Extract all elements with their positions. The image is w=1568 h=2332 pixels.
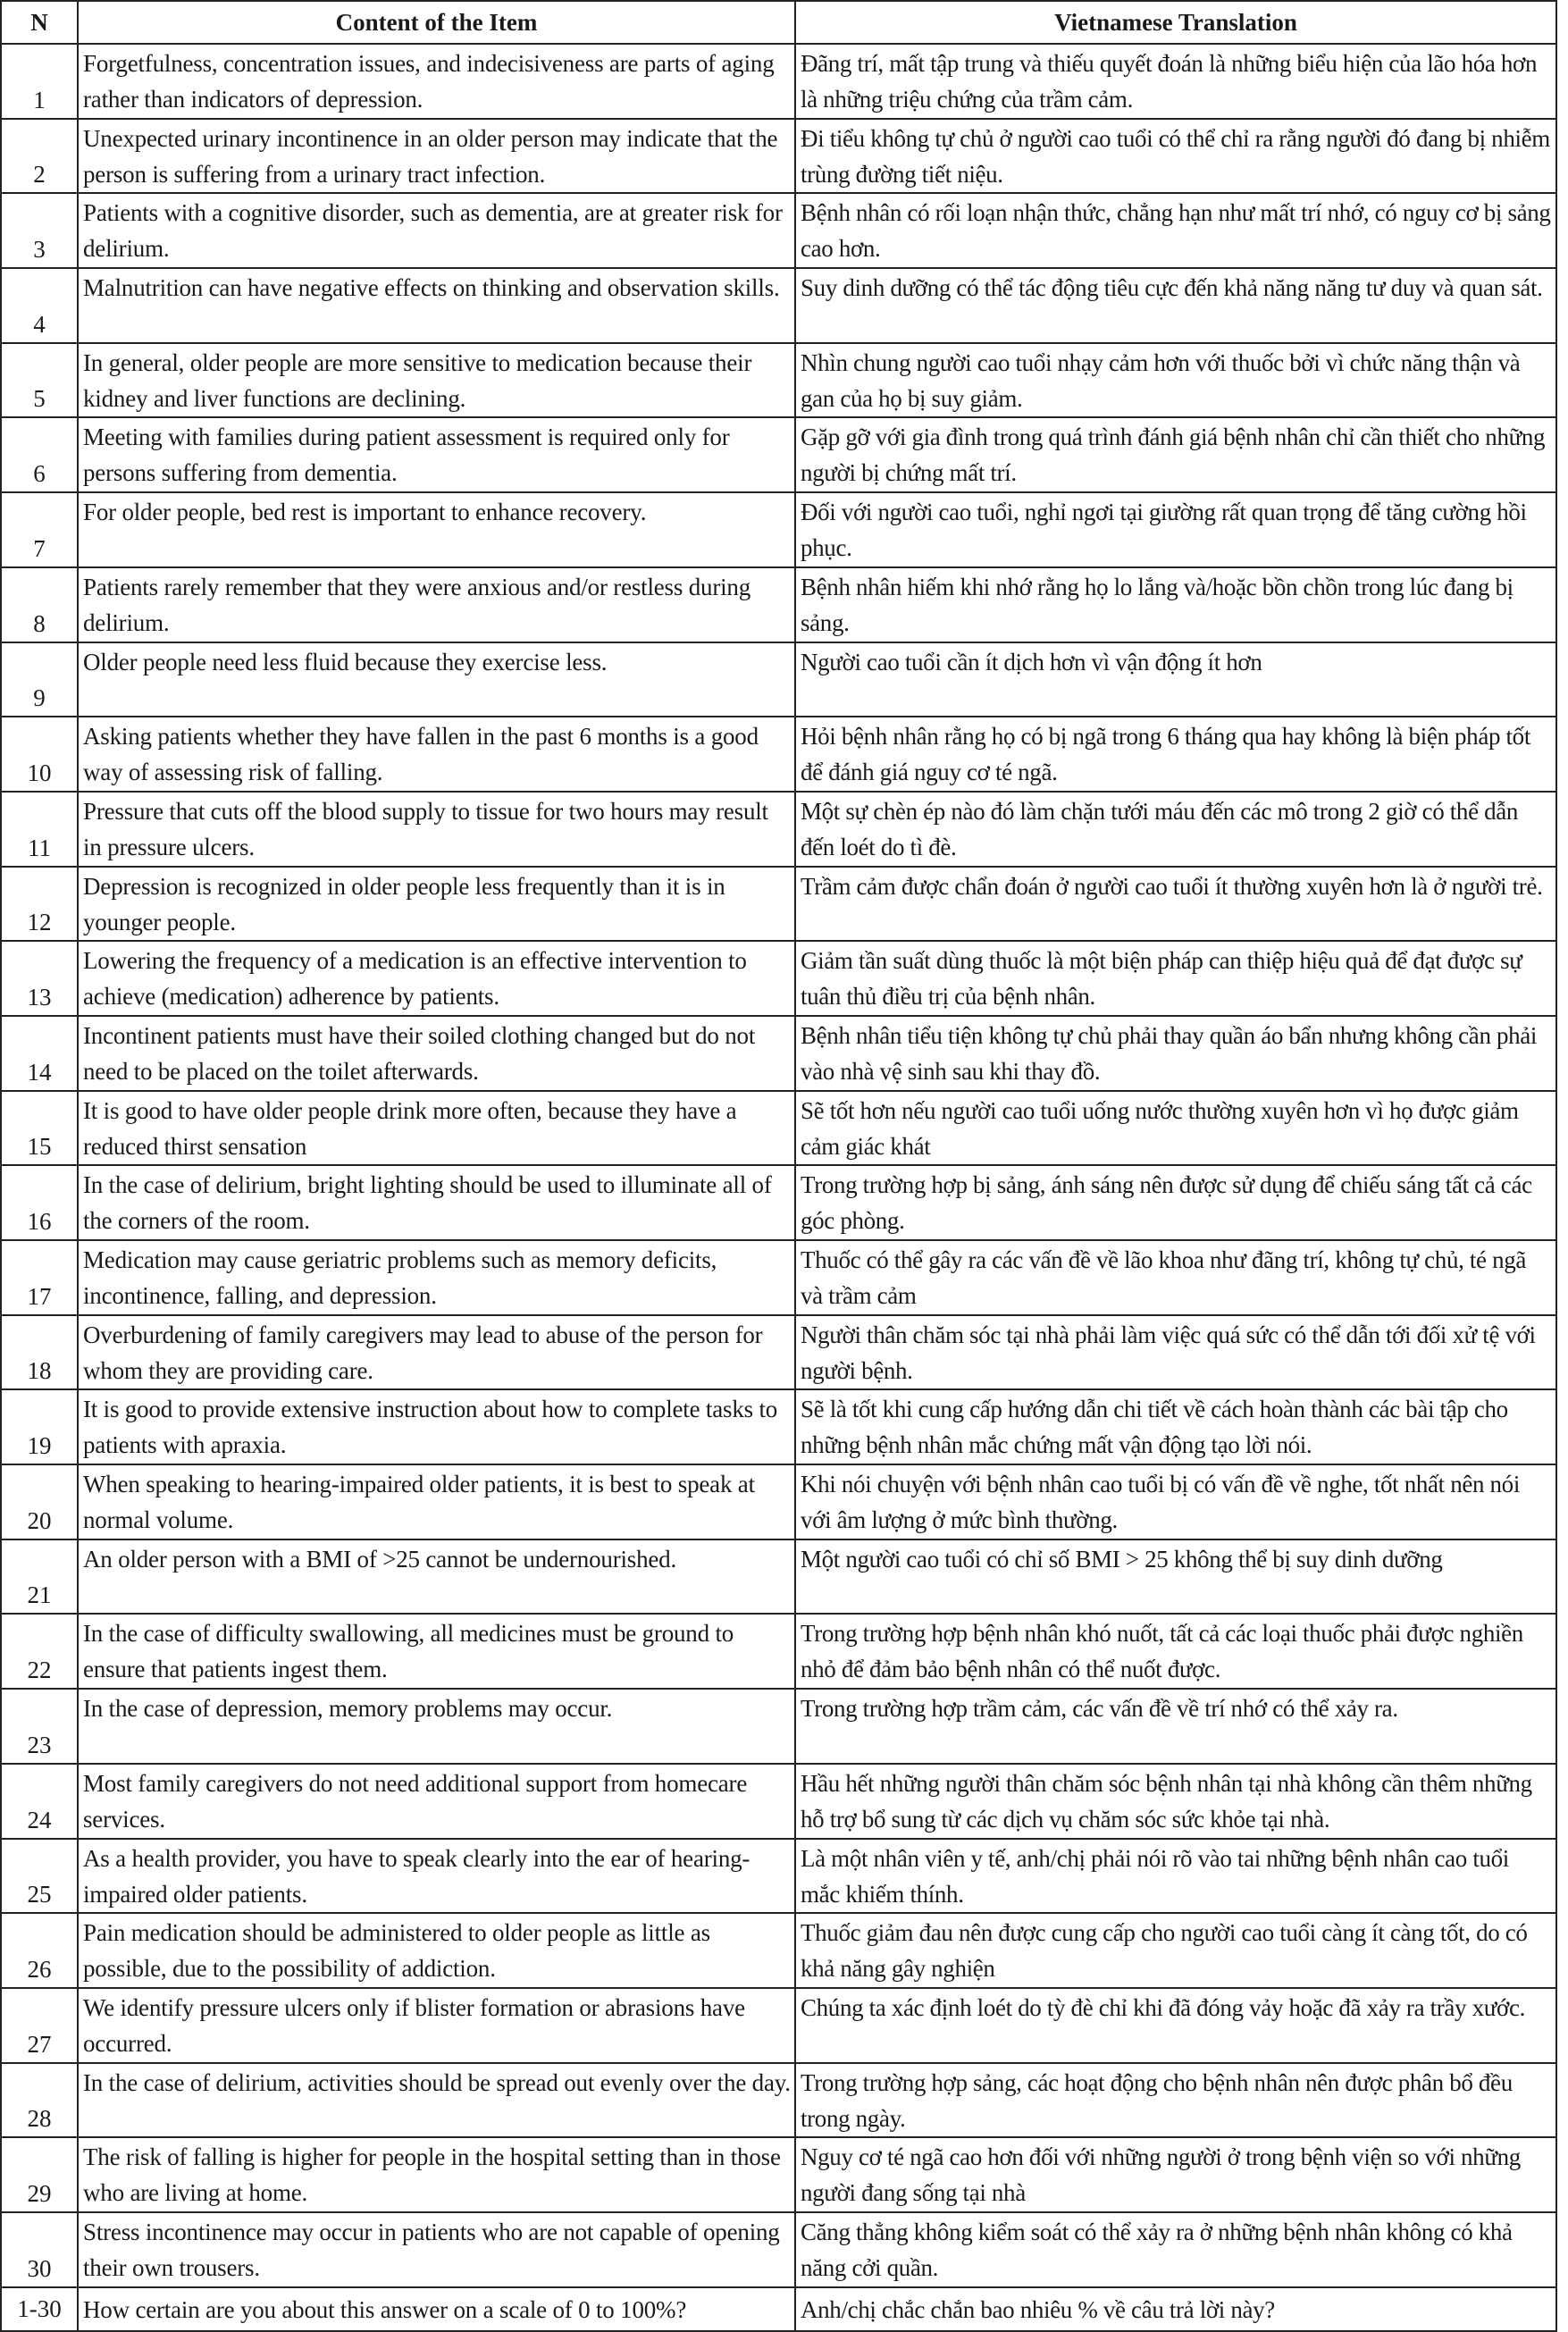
item-translation: Hầu hết những người thân chăm sóc bệnh nhân tại nhà không cần thêm những hỗ trợ bổ sung từ các dịch vụ chăm sóc sức khỏe tại nhà. — [795, 1764, 1556, 1839]
item-content: In the case of delirium, bright lighting should be used to illuminate all of the corners of the room. — [78, 1165, 795, 1240]
item-content: In the case of delirium, activities should be spread out evenly over the day. — [78, 2063, 795, 2138]
item-content: Malnutrition can have negative effects on thinking and observation skills. — [78, 268, 795, 343]
table-row — [1, 1016, 1556, 1091]
item-number: 1 — [1, 44, 78, 119]
item-translation: Một người cao tuổi có chỉ số BMI > 25 không thể bị suy dinh dưỡng — [795, 1539, 1556, 1615]
table-row — [1, 1315, 1556, 1390]
item-translation: Sẽ tốt hơn nếu người cao tuổi uống nước thường xuyên hơn vì họ được giảm cảm giác khát — [795, 1091, 1556, 1166]
item-content: As a health provider, you have to speak clearly into the ear of hearing-impaired older patients. — [78, 1839, 795, 1914]
item-number: 4 — [1, 268, 78, 343]
item-content: Older people need less fluid because they exercise less. — [78, 642, 795, 717]
table-body — [1, 44, 1556, 2331]
item-content: For older people, bed rest is important to enhance recovery. — [78, 492, 795, 567]
item-translation: Bệnh nhân có rối loạn nhận thức, chẳng hạn như mất trí nhớ, có nguy cơ bị sảng cao hơn. — [795, 193, 1556, 268]
item-number: 3 — [1, 193, 78, 268]
item-number: 17 — [1, 1240, 78, 1315]
table-row — [1, 867, 1556, 942]
table-row — [1, 792, 1556, 867]
item-number: 19 — [1, 1389, 78, 1464]
item-translation: Đối với người cao tuổi, nghỉ ngơi tại giường rất quan trọng để tăng cường hồi phục. — [795, 492, 1556, 567]
table-row — [1, 2137, 1556, 2212]
item-number: 23 — [1, 1689, 78, 1764]
table-row — [1, 2212, 1556, 2287]
item-number: 15 — [1, 1091, 78, 1166]
item-number: 14 — [1, 1016, 78, 1091]
item-number: 26 — [1, 1913, 78, 1988]
item-translation: Thuốc có thể gây ra các vấn đề về lão khoa như đãng trí, không tự chủ, té ngã và trầm cảm — [795, 1240, 1556, 1315]
item-translation: Người cao tuổi cần ít dịch hơn vì vận động ít hơn — [795, 642, 1556, 717]
item-translation: Đi tiểu không tự chủ ở người cao tuổi có thể chỉ ra rằng người đó đang bị nhiễm trùng đường tiết niệu. — [795, 119, 1556, 194]
item-content: An older person with a BMI of >25 cannot be undernourished. — [78, 1539, 795, 1615]
header-translation: Vietnamese Translation — [795, 1, 1556, 44]
item-content: Asking patients whether they have fallen in the past 6 months is a good way of assessing risk of falling. — [78, 717, 795, 792]
item-translation: Người thân chăm sóc tại nhà phải làm việc quá sức có thể dẫn tới đối xử tệ với người bệnh. — [795, 1315, 1556, 1390]
item-translation: Đãng trí, mất tập trung và thiếu quyết đoán là những biểu hiện của lão hóa hơn là những triệu chứng của trầm cảm. — [795, 44, 1556, 119]
table-row — [1, 343, 1556, 418]
table-row — [1, 1389, 1556, 1464]
item-content: How certain are you about this answer on a scale of 0 to 100%? — [78, 2287, 795, 2331]
item-translation: Nhìn chung người cao tuổi nhạy cảm hơn với thuốc bởi vì chức năng thận và gan của họ bị suy giảm. — [795, 343, 1556, 418]
item-number: 27 — [1, 1988, 78, 2063]
item-number: 7 — [1, 492, 78, 567]
item-number: 29 — [1, 2137, 78, 2212]
item-number: 9 — [1, 642, 78, 717]
table-row — [1, 642, 1556, 717]
item-content: Unexpected urinary incontinence in an older person may indicate that the person is suffering from a urinary tract infection. — [78, 119, 795, 194]
item-translation: Là một nhân viên y tế, anh/chị phải nói rõ vào tai những bệnh nhân cao tuổi mắc khiếm thính. — [795, 1839, 1556, 1914]
item-translation: Trong trường hợp bệnh nhân khó nuốt, tất cả các loại thuốc phải được nghiền nhỏ để đảm bảo bệnh nhân có thể nuốt được. — [795, 1614, 1556, 1689]
item-content: The risk of falling is higher for people in the hospital setting than in those who are living at home. — [78, 2137, 795, 2212]
item-translation: Trong trường hợp bị sảng, ánh sáng nên được sử dụng để chiếu sáng tất cả các góc phòng. — [795, 1165, 1556, 1240]
item-number: 12 — [1, 867, 78, 942]
item-number: 28 — [1, 2063, 78, 2138]
table-row — [1, 193, 1556, 268]
table-row — [1, 44, 1556, 119]
table-row — [1, 1091, 1556, 1166]
item-translation: Anh/chị chắc chắn bao nhiêu % về câu trả lời này? — [795, 2287, 1556, 2331]
item-translation: Trong trường hợp trầm cảm, các vấn đề về trí nhớ có thể xảy ra. — [795, 1689, 1556, 1764]
item-content: Medication may cause geriatric problems such as memory deficits, incontinence, falling, and depression. — [78, 1240, 795, 1315]
table-row — [1, 1614, 1556, 1689]
table-row — [1, 268, 1556, 343]
item-content: Pain medication should be administered to older people as little as possible, due to the possibility of addiction. — [78, 1913, 795, 1988]
item-content: In the case of difficulty swallowing, all medicines must be ground to ensure that patients ingest them. — [78, 1614, 795, 1689]
table-row — [1, 2063, 1556, 2138]
item-translation: Thuốc giảm đau nên được cung cấp cho người cao tuổi càng ít càng tốt, do có khả năng gây nghiện — [795, 1913, 1556, 1988]
table-row — [1, 1689, 1556, 1764]
header-content: Content of the Item — [78, 1, 795, 44]
item-content: In general, older people are more sensitive to medication because their kidney and liver functions are declining. — [78, 343, 795, 418]
item-content: Patients with a cognitive disorder, such as dementia, are at greater risk for delirium. — [78, 193, 795, 268]
item-number: 1-30 — [1, 2287, 78, 2331]
item-content: Meeting with families during patient assessment is required only for persons suffering from dementia. — [78, 417, 795, 492]
table-row — [1, 941, 1556, 1016]
item-number: 21 — [1, 1539, 78, 1615]
table-row — [1, 1764, 1556, 1839]
item-content: We identify pressure ulcers only if blister formation or abrasions have occurred. — [78, 1988, 795, 2063]
item-translation: Nguy cơ té ngã cao hơn đối với những người ở trong bệnh viện so với những người đang sống tại nhà — [795, 2137, 1556, 2212]
table-row — [1, 1464, 1556, 1539]
item-content: Most family caregivers do not need additional support from homecare services. — [78, 1764, 795, 1839]
table-row — [1, 119, 1556, 194]
table-row — [1, 1165, 1556, 1240]
item-content: Patients rarely remember that they were anxious and/or restless during delirium. — [78, 567, 795, 642]
item-content: Stress incontinence may occur in patients who are not capable of opening their own trousers. — [78, 2212, 795, 2287]
item-content: Overburdening of family caregivers may lead to abuse of the person for whom they are providing care. — [78, 1315, 795, 1390]
item-number: 13 — [1, 941, 78, 1016]
item-number: 5 — [1, 343, 78, 418]
item-number: 22 — [1, 1614, 78, 1689]
table-row — [1, 1839, 1556, 1914]
item-content: It is good to have older people drink more often, because they have a reduced thirst sensation — [78, 1091, 795, 1166]
table-row — [1, 1913, 1556, 1988]
item-content: Incontinent patients must have their soiled clothing changed but do not need to be placed on the toilet afterwards. — [78, 1016, 795, 1091]
table-row — [1, 1539, 1556, 1615]
item-translation: Căng thẳng không kiểm soát có thể xảy ra ở những bệnh nhân không có khả năng cởi quần. — [795, 2212, 1556, 2287]
item-content: Pressure that cuts off the blood supply to tissue for two hours may result in pressure ulcers. — [78, 792, 795, 867]
header-row — [1, 1, 1556, 44]
table-row — [1, 717, 1556, 792]
item-number: 25 — [1, 1839, 78, 1914]
item-number: 6 — [1, 417, 78, 492]
item-translation: Hỏi bệnh nhân rằng họ có bị ngã trong 6 tháng qua hay không là biện pháp tốt để đánh giá nguy cơ té ngã. — [795, 717, 1556, 792]
item-number: 24 — [1, 1764, 78, 1839]
item-content: In the case of depression, memory problems may occur. — [78, 1689, 795, 1764]
table-row — [1, 1240, 1556, 1315]
item-number: 8 — [1, 567, 78, 642]
item-translation: Bệnh nhân hiếm khi nhớ rằng họ lo lắng và/hoặc bồn chồn trong lúc đang bị sảng. — [795, 567, 1556, 642]
header-n: N — [1, 1, 78, 44]
item-content: Depression is recognized in older people less frequently than it is in younger people. — [78, 867, 795, 942]
table-row — [1, 1988, 1556, 2063]
table-row — [1, 567, 1556, 642]
item-content: Lowering the frequency of a medication is an effective intervention to achieve (medication) adherence by patients. — [78, 941, 795, 1016]
item-number: 10 — [1, 717, 78, 792]
item-number: 16 — [1, 1165, 78, 1240]
item-translation: Trong trường hợp sảng, các hoạt động cho bệnh nhân nên được phân bổ đều trong ngày. — [795, 2063, 1556, 2138]
table-row — [1, 492, 1556, 567]
item-translation: Khi nói chuyện với bệnh nhân cao tuổi bị có vấn đề về nghe, tốt nhất nên nói với âm lượng ở mức bình thường. — [795, 1464, 1556, 1539]
item-translation: Chúng ta xác định loét do tỳ đè chỉ khi đã đóng vảy hoặc đã xảy ra trầy xước. — [795, 1988, 1556, 2063]
item-translation: Một sự chèn ép nào đó làm chặn tưới máu đến các mô trong 2 giờ có thể dẫn đến loét do tì đè. — [795, 792, 1556, 867]
item-translation: Trầm cảm được chẩn đoán ở người cao tuổi ít thường xuyên hơn là ở người trẻ. — [795, 867, 1556, 942]
item-translation: Bệnh nhân tiểu tiện không tự chủ phải thay quần áo bẩn nhưng không cần phải vào nhà vệ sinh sau khi thay đồ. — [795, 1016, 1556, 1091]
item-number: 18 — [1, 1315, 78, 1390]
table-row — [1, 2287, 1556, 2331]
item-translation: Suy dinh dưỡng có thể tác động tiêu cực đến khả năng năng tư duy và quan sát. — [795, 268, 1556, 343]
item-content: It is good to provide extensive instruction about how to complete tasks to patients with apraxia. — [78, 1389, 795, 1464]
item-number: 2 — [1, 119, 78, 194]
item-content: When speaking to hearing-impaired older patients, it is best to speak at normal volume. — [78, 1464, 795, 1539]
item-translation: Giảm tần suất dùng thuốc là một biện pháp can thiệp hiệu quả để đạt được sự tuân thủ điều trị của bệnh nhân. — [795, 941, 1556, 1016]
item-number: 30 — [1, 2212, 78, 2287]
item-number: 20 — [1, 1464, 78, 1539]
item-translation: Gặp gỡ với gia đình trong quá trình đánh giá bệnh nhân chỉ cần thiết cho những người bị chứng mất trí. — [795, 417, 1556, 492]
item-translation: Sẽ là tốt khi cung cấp hướng dẫn chi tiết về cách hoàn thành các bài tập cho những bệnh nhân mắc chứng mất vận động tạo lời nói. — [795, 1389, 1556, 1464]
item-content: Forgetfulness, concentration issues, and indecisiveness are parts of aging rather than indicators of depression. — [78, 44, 795, 119]
item-number: 11 — [1, 792, 78, 867]
table-row — [1, 417, 1556, 492]
